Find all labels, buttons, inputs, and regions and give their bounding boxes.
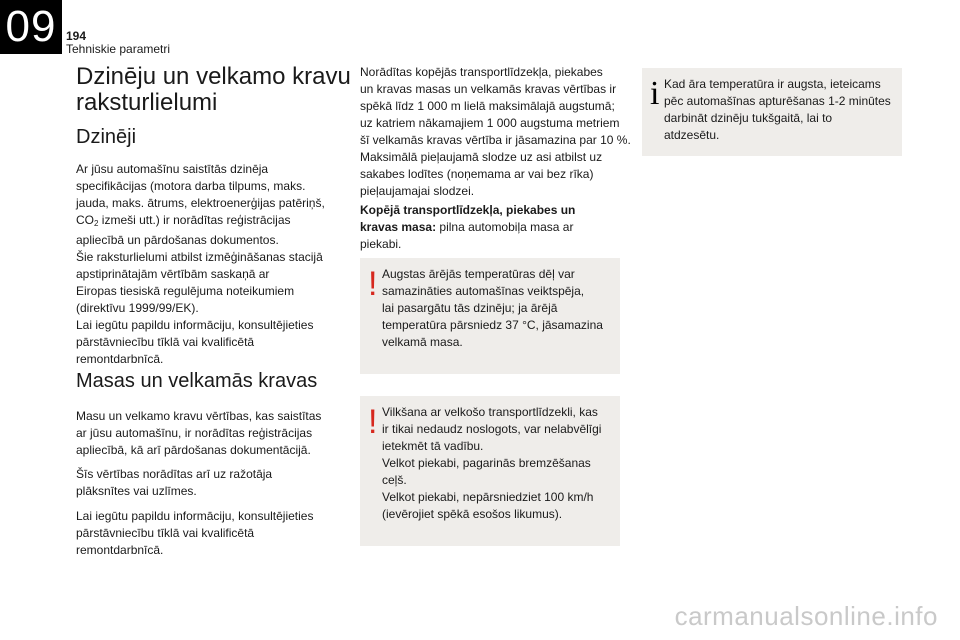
title-line-1: Dzinēju un velkamo kravu bbox=[76, 63, 351, 90]
page-number: 194 bbox=[66, 29, 87, 43]
info-icon: i bbox=[650, 75, 660, 112]
warning-icon: ! bbox=[368, 403, 378, 441]
chapter-tab: 09 bbox=[0, 0, 62, 54]
warning-line: Augstas ārējās temperatūras dēļ var bbox=[382, 267, 575, 281]
mid-line: un kravas masas un velkamās kravas vērtības ir bbox=[360, 82, 617, 96]
mid-line: sakabes lodītes (noņemama ar vai bez rīka) bbox=[360, 167, 594, 181]
masses-line: Lai iegūtu papildu informāciju, konsultējieties bbox=[76, 509, 314, 523]
section-name: Tehniskie parametri bbox=[66, 42, 171, 56]
engines-line: jauda, maks. ātrums, elektroenerģijas patēriņš, bbox=[76, 196, 325, 210]
warning-line: (ievērojiet spēkā esošos likumus). bbox=[382, 507, 563, 521]
warning-box-temperature bbox=[360, 258, 620, 374]
warning-box-towing bbox=[360, 396, 620, 546]
masses-para-3 bbox=[76, 508, 346, 559]
masses-heading: Masas un velkamās kravas bbox=[76, 370, 318, 392]
co2-label: CO bbox=[76, 213, 94, 227]
definition-term: kravas masa: bbox=[360, 220, 437, 234]
engines-text bbox=[76, 161, 346, 368]
engines-line-co2 bbox=[76, 212, 346, 232]
engines-line: apstiprinātajām vērtībām saskaņā ar bbox=[76, 267, 270, 281]
warning-line: ietekmēt tā vadību. bbox=[382, 439, 484, 453]
warning-line: samazināties automašīnas veiktspēja, bbox=[382, 284, 585, 298]
engines-line: Eiropas tiesiskā regulējuma noteikumiem bbox=[76, 284, 295, 298]
info-line: pēc automašīnas apturēšanas 1-2 minūtes bbox=[664, 94, 891, 108]
masses-line: apliecībā, kā arī pārdošanas dokumentācijā. bbox=[76, 443, 311, 457]
masses-line: pārstāvniecību tīklā vai kvalificētā bbox=[76, 526, 255, 540]
masses-line: Masu un velkamo kravu vērtības, kas saistītas bbox=[76, 409, 322, 423]
warning-line: ceļš. bbox=[382, 473, 407, 487]
masses-para-1 bbox=[76, 408, 346, 459]
engines-line: specifikācijas (motora darba tilpums, maks. bbox=[76, 179, 306, 193]
warning-line: temperatūra pārsniedz 37 °C, jāsamazina bbox=[382, 318, 603, 332]
warning-line: lai pasargātu tās dzinēju; ja ārējā bbox=[382, 301, 558, 315]
info-line: atdzesētu. bbox=[664, 128, 720, 142]
page-title bbox=[76, 64, 356, 116]
masses-para-2 bbox=[76, 466, 346, 500]
total-mass-definition bbox=[360, 202, 622, 253]
engines-line: Lai iegūtu papildu informāciju, konsultējieties bbox=[76, 318, 314, 332]
info-text bbox=[664, 76, 899, 144]
masses-line: plāksnītes vai uzlīmes. bbox=[76, 484, 197, 498]
mass-altitude-text bbox=[360, 64, 631, 200]
engines-line: izmeši utt.) ir norādītas reģistrācijas bbox=[101, 213, 291, 227]
engines-heading: Dzinēji bbox=[76, 126, 137, 148]
masses-line: ar jūsu automašīnu, ir norādītas reģistrācijas bbox=[76, 426, 313, 440]
engines-line: pārstāvniecību tīklā vai kvalificētā bbox=[76, 335, 255, 349]
warning-line: velkamā masa. bbox=[382, 335, 463, 349]
title-line-2: raksturlielumi bbox=[76, 89, 218, 116]
engines-line: apliecībā un pārdošanas dokumentos. bbox=[76, 233, 279, 247]
mid-line: spēkā līdz 1 000 m lielā maksimālajā augstumā; bbox=[360, 99, 615, 113]
definition-text: piekabi. bbox=[360, 237, 402, 251]
definition-text: pilna automobiļa masa ar bbox=[436, 220, 574, 234]
mid-line: pieļaujamajai slodzei. bbox=[360, 184, 475, 198]
mid-line: Maksimālā pieļaujamā slodze uz asi atbilst uz bbox=[360, 150, 603, 164]
mid-line: Norādītas kopējās transportlīdzekļa, piekabes bbox=[360, 65, 603, 79]
watermark: carmanualsonline.info bbox=[674, 601, 938, 631]
engines-line: (direktīvu 1999/99/EK). bbox=[76, 301, 199, 315]
masses-line: Šīs vērtības norādītas arī uz ražotāja bbox=[76, 467, 273, 481]
definition-term: Kopējā transportlīdzekļa, piekabes un bbox=[360, 203, 576, 217]
info-box-cooling bbox=[642, 68, 902, 156]
warning-line: Vilkšana ar velkošo transportlīdzekli, kas bbox=[382, 405, 598, 419]
warning-line: Velkot piekabi, pagarinās bremzēšanas bbox=[382, 456, 591, 470]
warning-text bbox=[382, 404, 617, 523]
info-line: Kad āra temperatūra ir augsta, ieteicams bbox=[664, 77, 881, 91]
info-line: darbināt dzinēju tukšgaitā, lai to bbox=[664, 111, 833, 125]
mid-line: uz katriem nākamajiem 1 000 augstuma metriem bbox=[360, 116, 620, 130]
warning-text bbox=[382, 266, 617, 351]
warning-line: Velkot piekabi, nepārsniedziet 100 km/h bbox=[382, 490, 594, 504]
engines-line: Šie raksturlielumi atbilst izmēģināšanas stacijā bbox=[76, 250, 323, 264]
engines-line: Ar jūsu automašīnu saistītās dzinēja bbox=[76, 162, 269, 176]
engines-line: remontdarbnīcā. bbox=[76, 352, 164, 366]
warning-line: ir tikai nedaudz noslogots, var nelabvēlīgi bbox=[382, 422, 602, 436]
warning-icon: ! bbox=[368, 265, 378, 303]
co2-subscript: 2 bbox=[94, 219, 99, 228]
mid-line: šī velkamās kravas vērtība ir jāsamazina par 10 %. bbox=[360, 133, 631, 147]
masses-line: remontdarbnīcā. bbox=[76, 543, 164, 557]
